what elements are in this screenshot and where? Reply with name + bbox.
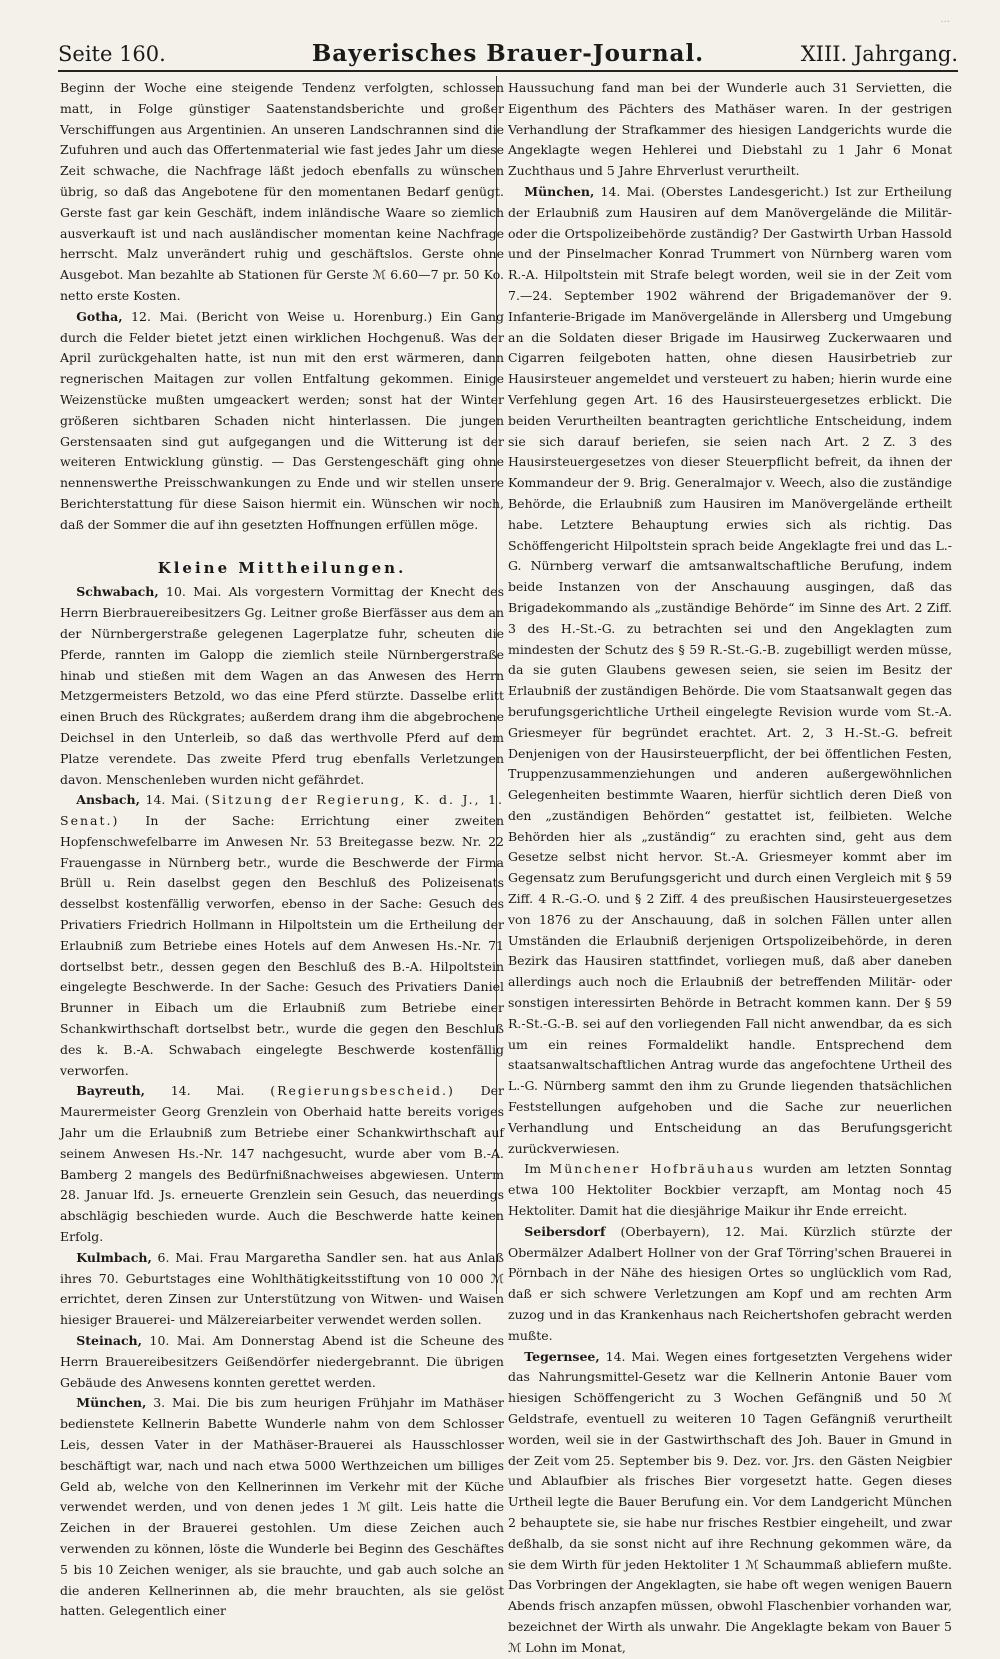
article-text: 10. Mai. Als vorgestern Vormittag der Knecht des Herrn Bierbrauereibesitzers Gg. Leitner große Bierfässer aus dem an der Nürnbergerstraße gelegenen Lagerplatze fuhr, scheuten die Pferde, rannten im Galopp die ziemlich steile Nürnbergerstraße hinab und stießen mit dem Wagen an das Anwesen des Herrn Metzgermeisters Betzold, wo das eine Pferd stürzte. Dasselbe erlitt einen Bruch des Rückgrates; außerdem drang ihm die abgebrochene Deichsel in den Unterleib, so daß das werthvolle Pferd auf dem Platze verendete. Das zweite Pferd trug ebenfalls Verletzungen davon. Menschenleben wurden nicht gefährdet. [60, 584, 504, 787]
article-hofbraeuhaus [508, 1159, 952, 1221]
dateline-city: Ansbach, [76, 792, 140, 808]
dateline-city: Gotha, [76, 308, 123, 324]
article-text: Der Maurermeister Georg Grenzlein von Oberhaid hatte bereits voriges Jahr um die Erlaubniß zum Betriebe einer Schankwirthschaft auf seinem Anwesen Hs.-Nr. 147 nachgesucht, wurde aber vom B.-A. Bamberg 2 mangels des Bedürfnißnachweises abgewiesen. Unterm 28. Januar lfd. Js. erneuerte Grenzlein sein Gesuch, das neuerdings abschlägig beschieden wurde. Auch die Beschwerde hatte keinen Erfolg. [60, 1083, 504, 1245]
page-number: Seite 160. [58, 42, 166, 66]
article-kulmbach [60, 1248, 504, 1331]
left-column [60, 78, 504, 1619]
article-text: In der Sache: Errichtung einer zweiten Hopfenschwefelbarre im Anwesen Nr. 53 Breitegasse bezw. Nr. 22 Frauengasse in Nürnberg betr., wurde die Beschwerde der Firma Brüll u. Rein daselbst gegen den Beschluß des Polizeisenats desselbst kostenfällig verworfen, ebenso in der Sache: Gesuch des Privatiers Friedrich Hollmann in Hilpoltstein um die Ertheilung der Erlaubniß zum Betriebe eines Hotels auf dem Anwesen Hs.-Nr. 71 dortselbst betr., dessen gegen den Beschluß des B.-A. Hilpoltstein eingelegte Beschwerde. In der Sache: Gesuch des Privatiers Daniel Brunner in Eibach um die Erlaubniß zum Betriebe einer Schankwirthschaft dortselbst betr., wurde die gegen den Beschluß des k. B.-A. Schwabach eingelegte Beschwerde kostenfällig verworfen. [60, 813, 504, 1078]
right-column [508, 78, 953, 1655]
dateline-city: Schwabach, [76, 584, 159, 600]
dateline-city: Steinach, [76, 1333, 142, 1349]
article-text: 10. Mai. Am Donnerstag Abend ist die Scheune des Herrn Brauereibesitzers Geißendörfer niedergebrannt. Die übrigen Gebäude des Anwesens konnten gerettet werden. [60, 1333, 504, 1390]
article-text: 14. Mai. Wegen eines fortgesetzten Vergehens wider das Nahrungsmittel-Gesetz war die Kellnerin Antonie Bauer vom hiesigen Schöffengericht zu 3 Wochen Gefängniß und 50 ℳ Geldstrafe, eventuell zu weiteren 10 Tagen Gefängniß verurtheilt worden, weil sie in der Gastwirthschaft des Joh. Bauer in Gmund in der Zeit vom 25. September bis 9. Dez. vor. Jrs. den Gästen Neigbier und Ablaufbier als frisches Bier vorgesetzt hatte. Gegen dieses Urtheil legte die Bauer Berufung ein. Vor dem Landgericht München 2 behauptete sie, sie habe nur frisches Restbier eingeheilt, und zwar deßhalb, da sie sonst nicht auf ihre Rechnung gekommen wäre, da sie dem Wirth für jeden Hektoliter 1 ℳ Schaummaß abliefern mußte. Das Vorbringen der Angeklagten, sie habe oft wegen wenigen Bauern Abends frisch anzapfen müssen, obwohl Flaschenbier vorhanden war, bezeichnet der Wirth als unwahr. Die Angeklagte bekam von Bauer 5 ℳ Lohn im Monat, [508, 1348, 952, 1655]
venue-name: Münchener Hofbräuhaus [549, 1161, 756, 1177]
article-text: (Oberbayern), 12. Mai. Kürzlich stürzte der Obermälzer Adalbert Hollner von der Graf Törring'schen Brauerei in Pörnbach in der Nähe des hiesigen Ortes so unglücklich vom Rad, daß er sich schwere Verletzungen am Kopf und am rechten Arm zuzog und in das Krankenhaus nach Reichertshofen gebracht werden mußte. [508, 1223, 952, 1343]
article-text: 3. Mai. Die bis zum heurigen Frühjahr im Mathäser bedienstete Kellnerin Babette Wunderle nahm von dem Schlosser Leis, dessen Vater in der Mathäser-Brauerei als Hausschlosser beschäftigt war, nach und nach etwa 5000 Werthzeichen um billiges Geld ab, welche von den Kellnerinnen im Verkehr mit der Küche verwendet werden, und von denen jedes 1 ℳ gilt. Leis hatte die Zeichen in der Brauerei gestohlen. Um diese Zeichen auch verwenden zu können, löste die Wunderle bei Beginn des Geschäftes 5 bis 10 Zeichen weniger, als sie brauchte, und gab auch solche an die anderen Kellnerinnen ab, die mehr brauchten, als sie gelöst hatten. Gelegentlich einer [60, 1395, 504, 1619]
article-muenchen-landesgericht [508, 182, 952, 1159]
article-seibersdorf [508, 1222, 952, 1347]
article-date: 14. Mai. [145, 1083, 271, 1099]
dateline-city: Bayreuth, [76, 1083, 146, 1099]
article-ansbach [60, 790, 504, 1081]
article-muenchen-mathaeser [60, 1393, 504, 1622]
dateline-city: Seibersdorf [524, 1223, 606, 1239]
article-text: 12. Mai. (Bericht von Weise u. Horenburg.) Ein Gang durch die Felder bietet jetzt einen wirklichen Hochgenuß. Was der April zurückgehalten hatte, ist nun mit den erst wärmeren, dann regnerischen Maitagen zur vollen Entfaltung gekommen. Einige Weizenstücke mußten umgeackert werden; sonst hat der Winter größeren sichtbaren Schaden nicht hinterlassen. Die jungen Gerstensaaten sind gut aufgegangen und die Witterung ist der weiteren Entwicklung günstig. — Das Gerstengeschäft ging ohne nennenswerthe Preisschwankungen zu Ende und wir stellen unsere Berichterstattung für diese Saison hiermit ein. Wünschen wir noch, daß der Sommer die auf ihn gesetzten Hoffnungen erfüllen möge. [60, 308, 504, 532]
article-intro: Im [524, 1161, 550, 1177]
dateline-city: Tegernsee, [524, 1348, 600, 1364]
article-tegernsee [508, 1347, 952, 1659]
article-steinach [60, 1331, 504, 1393]
article-date: 14. Mai. [139, 792, 205, 808]
article-text: 14. Mai. (Oberstes Landesgericht.) Ist zur Ertheilung der Erlaubniß zum Hausiren auf dem Manövergelände die Militär- oder die Ortspolizeibehörde zuständig? Der Gastwirth Urban Hassold und der Pinselmacher Konrad Trummert von Nürnberg waren vom R.-A. Hilpoltstein mit Strafe belegt worden, weil sie in der Zeit vom 7.—24. September 1902 während der Brigademanöver der 9. Infanterie-Brigade im Manövergelände in Allersberg und Umgebung an die Soldaten dieser Brigade im Hausirweg Zuckerwaaren und Cigarren feilgeboten hatten, ohne diesen Hausirbetrieb zur Hausirsteuer angemeldet und versteuert zu haben; hierin wurde eine Verfehlung gegen Art. 16 des Hausirsteuergesetzes erblickt. Die beiden Verurtheilten beantragten gerichtliche Entscheidung, indem sie sich darauf beriefen, sie seien nach Art. 2 Z. 3 des Hausirsteuergesetzes von dieser Steuerpflicht befreit, da ihnen der Kommandeur der 9. Brig. Generalmajor v. Weech, also die zuständige Behörde, die Erlaubniß zum Hausiren im Manövergelände ertheilt habe. Letztere Behauptung erwies sich als richtig. Das Schöffengericht Hilpoltstein sprach beide Angeklagte frei und das L.-G. Nürnberg verwarf die amtsanwaltschaftliche Berufung, indem beide Instanzen von der Anschauung ausgingen, daß das Brigadekommando als „zuständige Behörde“ im Sinne des Art. 2 Ziff. 3 des H.-St.-G. zu betrachten sei und den Angeklagten zum mindesten der Schutz des § 59 R.-St.-G.-B. zugebilligt werden müsse, da sie guten Glaubens gewesen seien, sie seien im Besitz der Erlaubniß der zuständigen Behörde. Die vom Staatsanwalt gegen das berufungsgerichtliche Urtheil eingelegte Revision wurde vom St.-A. Griesmeyer für begründet erachtet. Art. 2, 3 H.-St.-G. befreit Denjenigen von der Hausirsteuerpflicht, der bei öffentlichen Festen, Truppenzusammenziehungen und anderen außergewöhnlichen Gelegenheiten bestimmte Waaren, hierfür sichtlich deren Dieß von den „zuständigen Behörden“ gestattet ist, feilbieten. Welche Behörden hier als „zuständig“ zu erachten sind, geht aus dem Gesetze selbst nicht hervor. St.-A. Griesmeyer kommt aber im Gegensatz zum Berufungsgericht und durch einen Vergleich mit § 59 Ziff. 4 R.-G.-O. und § 2 Ziff. 4 des preußischen Hausirsteuergesetzes von 1876 zu der Anschauung, daß in solchen Fällen unter allen Umständen die Erlaubniß derjenigen Ortspolizeibehörde, in deren Bezirk das Hausiren stattfindet, vorliegen muß, daß aber daneben allerdings auch noch die Erlaubniß der betreffenden Militär- oder sonstigen interessirten Behörde in Betracht kommen kann. Der § 59 R.-St.-G.-B. sei auf den vorliegenden Fall nicht anwendbar, da es sich um ein reines Formaldelikt handle. Entsprechend dem staatsanwaltschaftlichen Antrag wurde das angefochtene Urtheil des L.-G. Nürnberg sammt den ihm zu Grunde liegenden thatsächlichen Feststellungen aufgehoben und die Sache zur neuerlichen Verhandlung und Entscheidung an das Berufungsgericht zurückverwiesen. [508, 183, 952, 1156]
article-bayreuth [60, 1081, 504, 1247]
article-schwabach [60, 582, 504, 790]
market-report-continuation: Beginn der Woche eine steigende Tendenz verfolgten, schlossen matt, in Folge günstiger Saatenstandsberichte und großer Verschiffungen aus Argentinien. An unseren Landschrannen sind die Zufuhren und auch das Offertenmaterial wie fast jedes Jahr um diese Zeit schwache, die Nachfrage läßt jedoch ebenfalls zu wünschen übrig, so daß das Angebotene für den momentanen Bedarf genügt. Gerste fast gar kein Geschäft, indem inländische Waare so ziemlich ausverkauft ist und nach ausländischer momentan keine Nachfrage herrscht. Malz unverändert ruhig und geschäftslos. Gerste ohne Ausgebot. Man bezahlte ab Stationen für Gerste ℳ 6.60—7 pr. 50 Ko. netto erste Kosten. [60, 80, 504, 303]
article-source: (Sitzung der Regierung, K. d. J., 1. Senat.) [60, 792, 504, 829]
dateline-city: München, [524, 183, 595, 199]
dateline-city: Kulmbach, [76, 1249, 152, 1265]
article-gotha [60, 307, 504, 536]
mathaeser-continuation: Haussuchung fand man bei der Wunderle auch 31 Servietten, die Eigenthum des Pächters des Mathäser waren. In der gestrigen Verhandlung der Strafkammer des hiesigen Landgerichts wurde die Angeklagte wegen Hehlerei und Diebstahl zu 1 Jahr 6 Monat Zuchthaus und 5 Jahre Ehrverlust verurtheilt. [508, 80, 952, 179]
journal-title: Bayerisches Brauer-Journal. [311, 40, 705, 67]
section-heading: Kleine Mittheilungen. [157, 558, 407, 577]
article-source: (Regierungsbescheid.) [270, 1083, 455, 1099]
article-text: 6. Mai. Frau Margaretha Sandler sen. hat aus Anlaß ihres 70. Geburtstages eine Wohlthätigkeitsstiftung von 10 000 ℳ errichtet, deren Zinsen zur Unterstützung von Witwen- und Waisen hiesiger Brauerei- und Mälzereiarbeiter verwendet werden sollen. [60, 1249, 504, 1328]
volume-label: XIII. Jahrgang. [800, 42, 958, 66]
library-stamp: ... [940, 14, 950, 25]
page-header [58, 36, 958, 72]
article-text: wurden am letzten Sonntag etwa 100 Hektoliter Bockbier verzapft, am Montag noch 45 Hektoliter. Damit hat die diesjährige Maikur ihr Ende erreicht. [508, 1161, 953, 1219]
dateline-city: München, [76, 1395, 147, 1411]
